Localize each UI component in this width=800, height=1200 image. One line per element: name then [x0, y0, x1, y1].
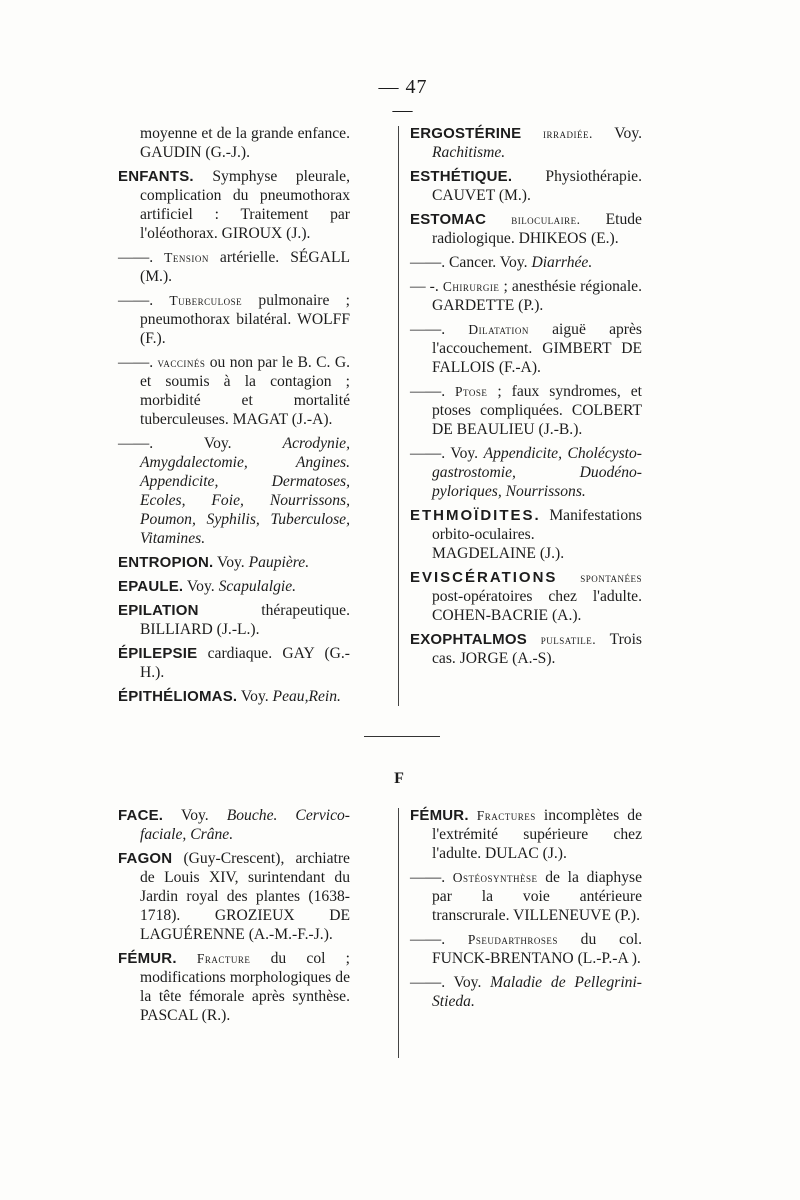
- subheading: Chirurgie: [442, 279, 500, 294]
- section-letter: F: [394, 770, 404, 787]
- entry-text: incomplètes de l'extrémité supérieure chez l'adulte. DULAC (J.).: [432, 807, 642, 862]
- entry-text: pulmonaire ; pneumothorax bilatéral. WOLFF (F.).: [140, 292, 350, 347]
- headword: EPAULE.: [118, 578, 184, 595]
- voy: Voy.: [180, 807, 209, 824]
- index-entry-esthetique: [410, 167, 642, 205]
- entry-text: (Guy-Crescent), archiatre de Louis XIV, surintendant du Jardin royal des plantes (1638-1718). GROZIEUX DE LAGUÉRENNE (A.-M.-F.-J.).: [140, 850, 350, 943]
- index-entry-continuation: [118, 124, 350, 162]
- headword: FÉMUR.: [410, 807, 469, 824]
- headword: FÉMUR.: [118, 950, 177, 967]
- index-entry-ethmoidites: [410, 506, 642, 563]
- index-entry-estomac: [410, 210, 642, 248]
- headword: FACE.: [118, 807, 164, 824]
- entry-text: moyenne et de la grande enfance. GAUDIN (G.-J.).: [140, 125, 350, 161]
- headword: ESTHÉTIQUE.: [410, 168, 513, 185]
- entry-text: Symphyse pleurale, complication du pneumothorax artificiel : Traitement par l'oléothorax. GIROUX (J.).: [140, 168, 350, 242]
- page-number: — 47 —: [378, 76, 428, 121]
- entry-text: cardiaque. GAY (G.-H.).: [140, 645, 350, 681]
- headword: ERGOSTÉRINE: [410, 125, 522, 142]
- cross-reference: Diarrhée.: [531, 254, 593, 271]
- headword: EVISCÉRATIONS: [410, 569, 558, 586]
- cross-reference: Acrodynie, Amygdalectomie, Angines. Appendicite, Dermatoses, Ecoles, Foie, Nourrissons, Poumon, Syphilis, Tuberculose, Vitamines.: [140, 435, 350, 547]
- column-divider-bottom: [398, 808, 399, 1058]
- dash: ——.: [118, 435, 154, 452]
- index-subentry: [118, 434, 350, 548]
- cross-reference: Bouche. Cervico-faciale, Crâne.: [140, 807, 350, 843]
- subheading: Dilatation: [468, 322, 529, 337]
- subheading: vaccinés: [157, 355, 206, 370]
- index-entry-epilation: [118, 601, 350, 639]
- dash: ——.: [118, 292, 154, 309]
- dash: ——.: [410, 321, 446, 338]
- index-entry-ergosterine: [410, 124, 642, 162]
- index-subentry: [118, 291, 350, 348]
- subheading: Fractures: [476, 808, 536, 823]
- subheading: Tuberculose: [169, 293, 243, 308]
- column-divider-top: [398, 126, 399, 706]
- dash: ——.: [118, 249, 154, 266]
- dash: ——.: [410, 869, 446, 886]
- subheading: Ostéosynthèse: [452, 870, 538, 885]
- voy: Voy.: [216, 554, 245, 571]
- entry-text: post-opératoires chez l'adulte. COHEN-BACRIE (A.).: [432, 588, 642, 624]
- entry-text: artérielle. SÉGALL (M.).: [140, 249, 350, 285]
- index-entry-entropion: [118, 553, 350, 572]
- voy: Voy.: [186, 578, 215, 595]
- index-subentry: [410, 973, 642, 1011]
- index-subentry: [410, 320, 642, 377]
- subheading: biloculaire.: [511, 212, 581, 227]
- index-subentry: [118, 353, 350, 429]
- headword: ETHMOÏDITES.: [410, 507, 541, 524]
- entry-text: du col ; modifications morphologiques de la tête fémorale après synthèse. PASCAL (R.).: [140, 950, 350, 1024]
- index-entry-exophtalmos: [410, 630, 642, 668]
- subheading: Tension: [164, 250, 209, 265]
- cross-reference: Appendicite, Cholécysto-gastrostomie, Duodéno-pyloriques, Nourrissons.: [432, 445, 642, 500]
- cross-reference: Maladie de Pellegrini-Stieda.: [432, 974, 642, 1010]
- dash: ——.: [410, 931, 446, 948]
- dash: ——.: [410, 254, 446, 271]
- index-subentry: [410, 382, 642, 439]
- cross-reference: Scapulalgie.: [218, 578, 297, 595]
- voy: Voy.: [240, 688, 269, 705]
- index-entry-epaule: [118, 577, 350, 596]
- index-subentry: [410, 277, 642, 315]
- entry-text: Physiothérapie. CAUVET (M.).: [432, 168, 642, 204]
- index-column-top-left: [118, 124, 350, 711]
- index-entry-femur: [410, 806, 642, 863]
- subheading: spontanées: [580, 570, 642, 585]
- subheading: pulsatile.: [540, 632, 597, 647]
- index-column-bottom-left: [118, 806, 350, 1030]
- subheading: irradiée.: [543, 126, 593, 141]
- dash: ——.: [118, 354, 154, 371]
- subheading: Fracture: [196, 951, 251, 966]
- index-subentry: [410, 253, 642, 272]
- headword: ESTOMAC: [410, 211, 487, 228]
- index-entry-epitheliomas: [118, 687, 350, 706]
- index-entry-enfants: [118, 167, 350, 243]
- index-column-bottom-right: [410, 806, 642, 1016]
- entry-text: Trois cas. JORGE (A.-S).: [432, 631, 642, 667]
- index-subentry: [410, 930, 642, 968]
- entry-text: Manifestations orbito-oculaires. MAGDELAINE (J.).: [432, 507, 642, 562]
- headword: ENTROPION.: [118, 554, 214, 571]
- index-entry-eviscerations: [410, 568, 642, 625]
- voy: Voy.: [450, 445, 479, 462]
- index-entry-epilepsie: [118, 644, 350, 682]
- voy: Voy.: [614, 125, 642, 142]
- headword: EPILATION: [118, 602, 199, 619]
- dash: ——.: [410, 383, 446, 400]
- cross-reference: Rachitisme.: [432, 144, 506, 161]
- headword: ENFANTS.: [118, 168, 194, 185]
- subheading: Ptose: [455, 384, 488, 399]
- entry-text: Cancer. Voy.: [449, 254, 528, 271]
- headword: ÉPITHÉLIOMAS.: [118, 688, 238, 705]
- dash: ——.: [410, 974, 446, 991]
- entry-text: ; faux syndromes, et ptoses compliquées. COLBERT DE BEAULIEU (J.-B.).: [432, 383, 642, 438]
- section-separator: [364, 736, 440, 737]
- index-entry-fagon: [118, 849, 350, 944]
- dash: ——.: [410, 445, 446, 462]
- entry-text: Etude radiologique. DHIKEOS (E.).: [432, 211, 642, 247]
- headword: FAGON: [118, 850, 173, 867]
- subheading: Pseudarthroses: [467, 932, 558, 947]
- cross-reference: Paupière.: [248, 554, 310, 571]
- index-subentry: [410, 868, 642, 925]
- entry-text: de la diaphyse par la voie antérieure transcrurale. VILLENEUVE (P.).: [432, 869, 642, 924]
- index-subentry: [410, 444, 642, 501]
- voy: Voy.: [453, 974, 482, 991]
- headword: ÉPILEPSIE: [118, 645, 198, 662]
- dash: — -.: [410, 278, 439, 295]
- index-subentry: [118, 248, 350, 286]
- index-entry-femur: [118, 949, 350, 1025]
- entry-text: thérapeutique. BILLIARD (J.-L.).: [140, 602, 350, 638]
- voy: Voy.: [203, 435, 232, 452]
- cross-reference: Peau,Rein.: [272, 688, 341, 705]
- index-entry-face: [118, 806, 350, 844]
- entry-text: du col. FUNCK-BRENTANO (L.-P.-A ).: [432, 931, 642, 967]
- entry-text: ; anesthésie régionale. GARDETTE (P.).: [432, 278, 642, 314]
- index-column-top-right: [410, 124, 642, 673]
- headword: EXOPHTALMOS: [410, 631, 527, 648]
- entry-text: aiguë après l'accouchement. GIMBERT DE FALLOIS (F.-A).: [432, 321, 642, 376]
- entry-text: ou non par le B. C. G. et soumis à la contagion ; morbidité et mortalité tuberculeuses. MAGAT (J.-A).: [140, 354, 350, 428]
